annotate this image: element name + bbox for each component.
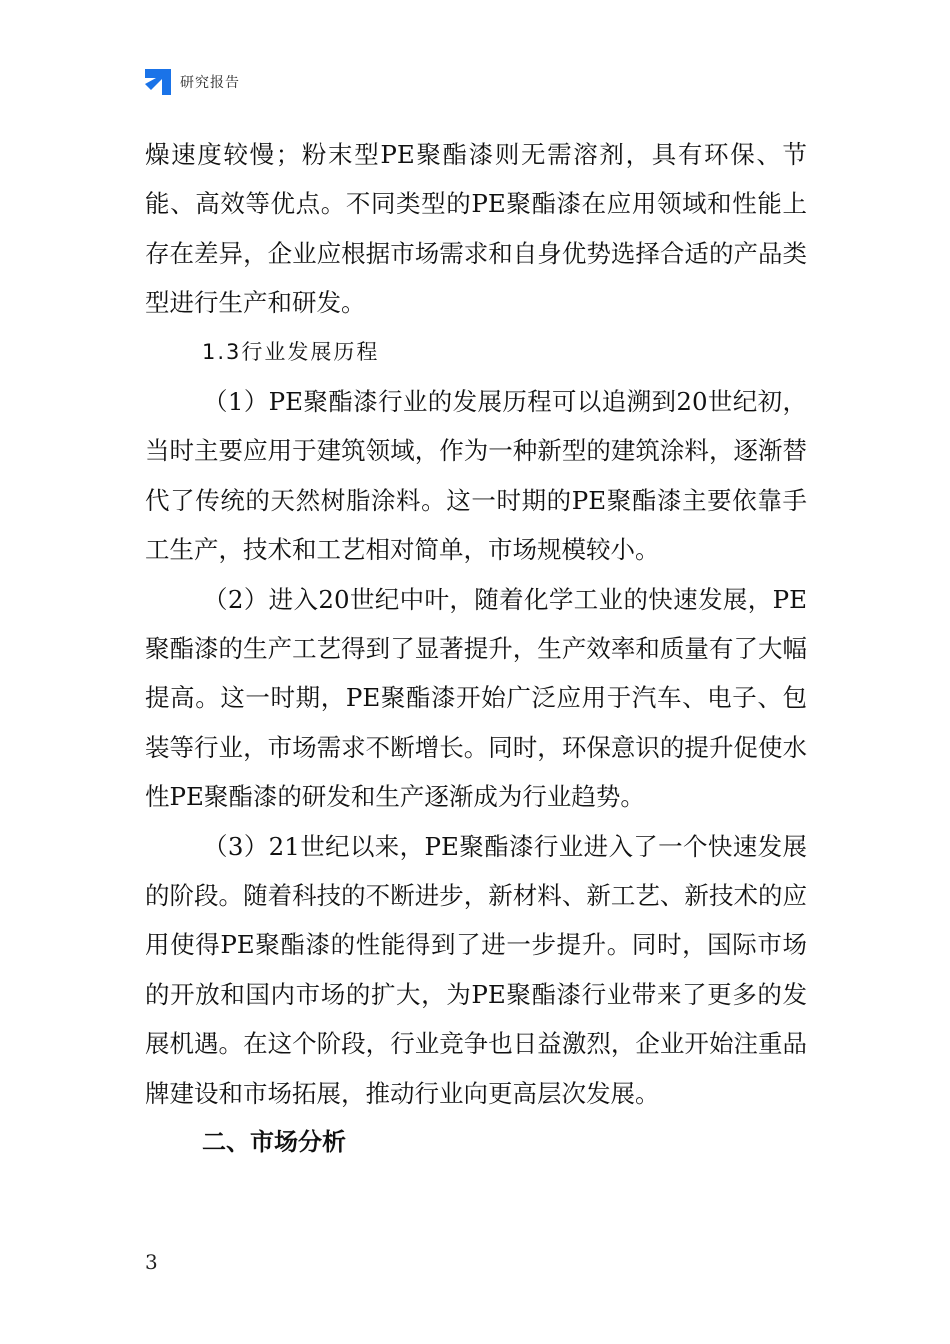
history-paragraph-2: （2）进入20世纪中叶，随着化学工业的快速发展，PE聚酯漆的生产工艺得到了显著提升，生产效率和质量有了大幅提高。这一时期，PE聚酯漆开始广泛应用于汽车、电子、包装等行业，市场需求不断增长。同时，环保意识的提升促使水性PE聚酯漆的研发和生产逐渐成为行业趋势。 [145, 584, 807, 812]
page-number: 3 [145, 1250, 158, 1274]
intro-paragraph: 燥速度较慢；粉末型PE聚酯漆则无需溶剂，具有环保、节能、高效等优点。不同类型的PE聚酯漆在应用领域和性能上存在差异，企业应根据市场需求和自身优势选择合适的产品类型进行生产和研发。 [145, 140, 807, 318]
header-title: 研究报告 [180, 75, 240, 91]
section-heading: 二、市场分析 [202, 1128, 346, 1157]
report-header [145, 68, 240, 96]
brand-arrow-icon [145, 69, 171, 95]
document-body [145, 130, 807, 1168]
history-paragraph-1: （1）PE聚酯漆行业的发展历程可以追溯到20世纪初，当时主要应用于建筑领域，作为一种新型的建筑涂料，逐渐替代了传统的天然树脂涂料。这一时期的PE聚酯漆主要依靠手工生产，技术和工艺相对简单，市场规模较小。 [145, 387, 807, 565]
history-paragraph-3: （3）21世纪以来，PE聚酯漆行业进入了一个快速发展的阶段。随着科技的不断进步，新材料、新工艺、新技术的应用使得PE聚酯漆的性能得到了进一步提升。同时，国际市场的开放和国内市场的扩大，为PE聚酯漆行业带来了更多的发展机遇。在这个阶段，行业竞争也日益激烈，企业开始注重品牌建设和市场拓展，推动行业向更高层次发展。 [145, 831, 807, 1108]
subsection-heading: 1.3行业发展历程 [202, 339, 380, 364]
